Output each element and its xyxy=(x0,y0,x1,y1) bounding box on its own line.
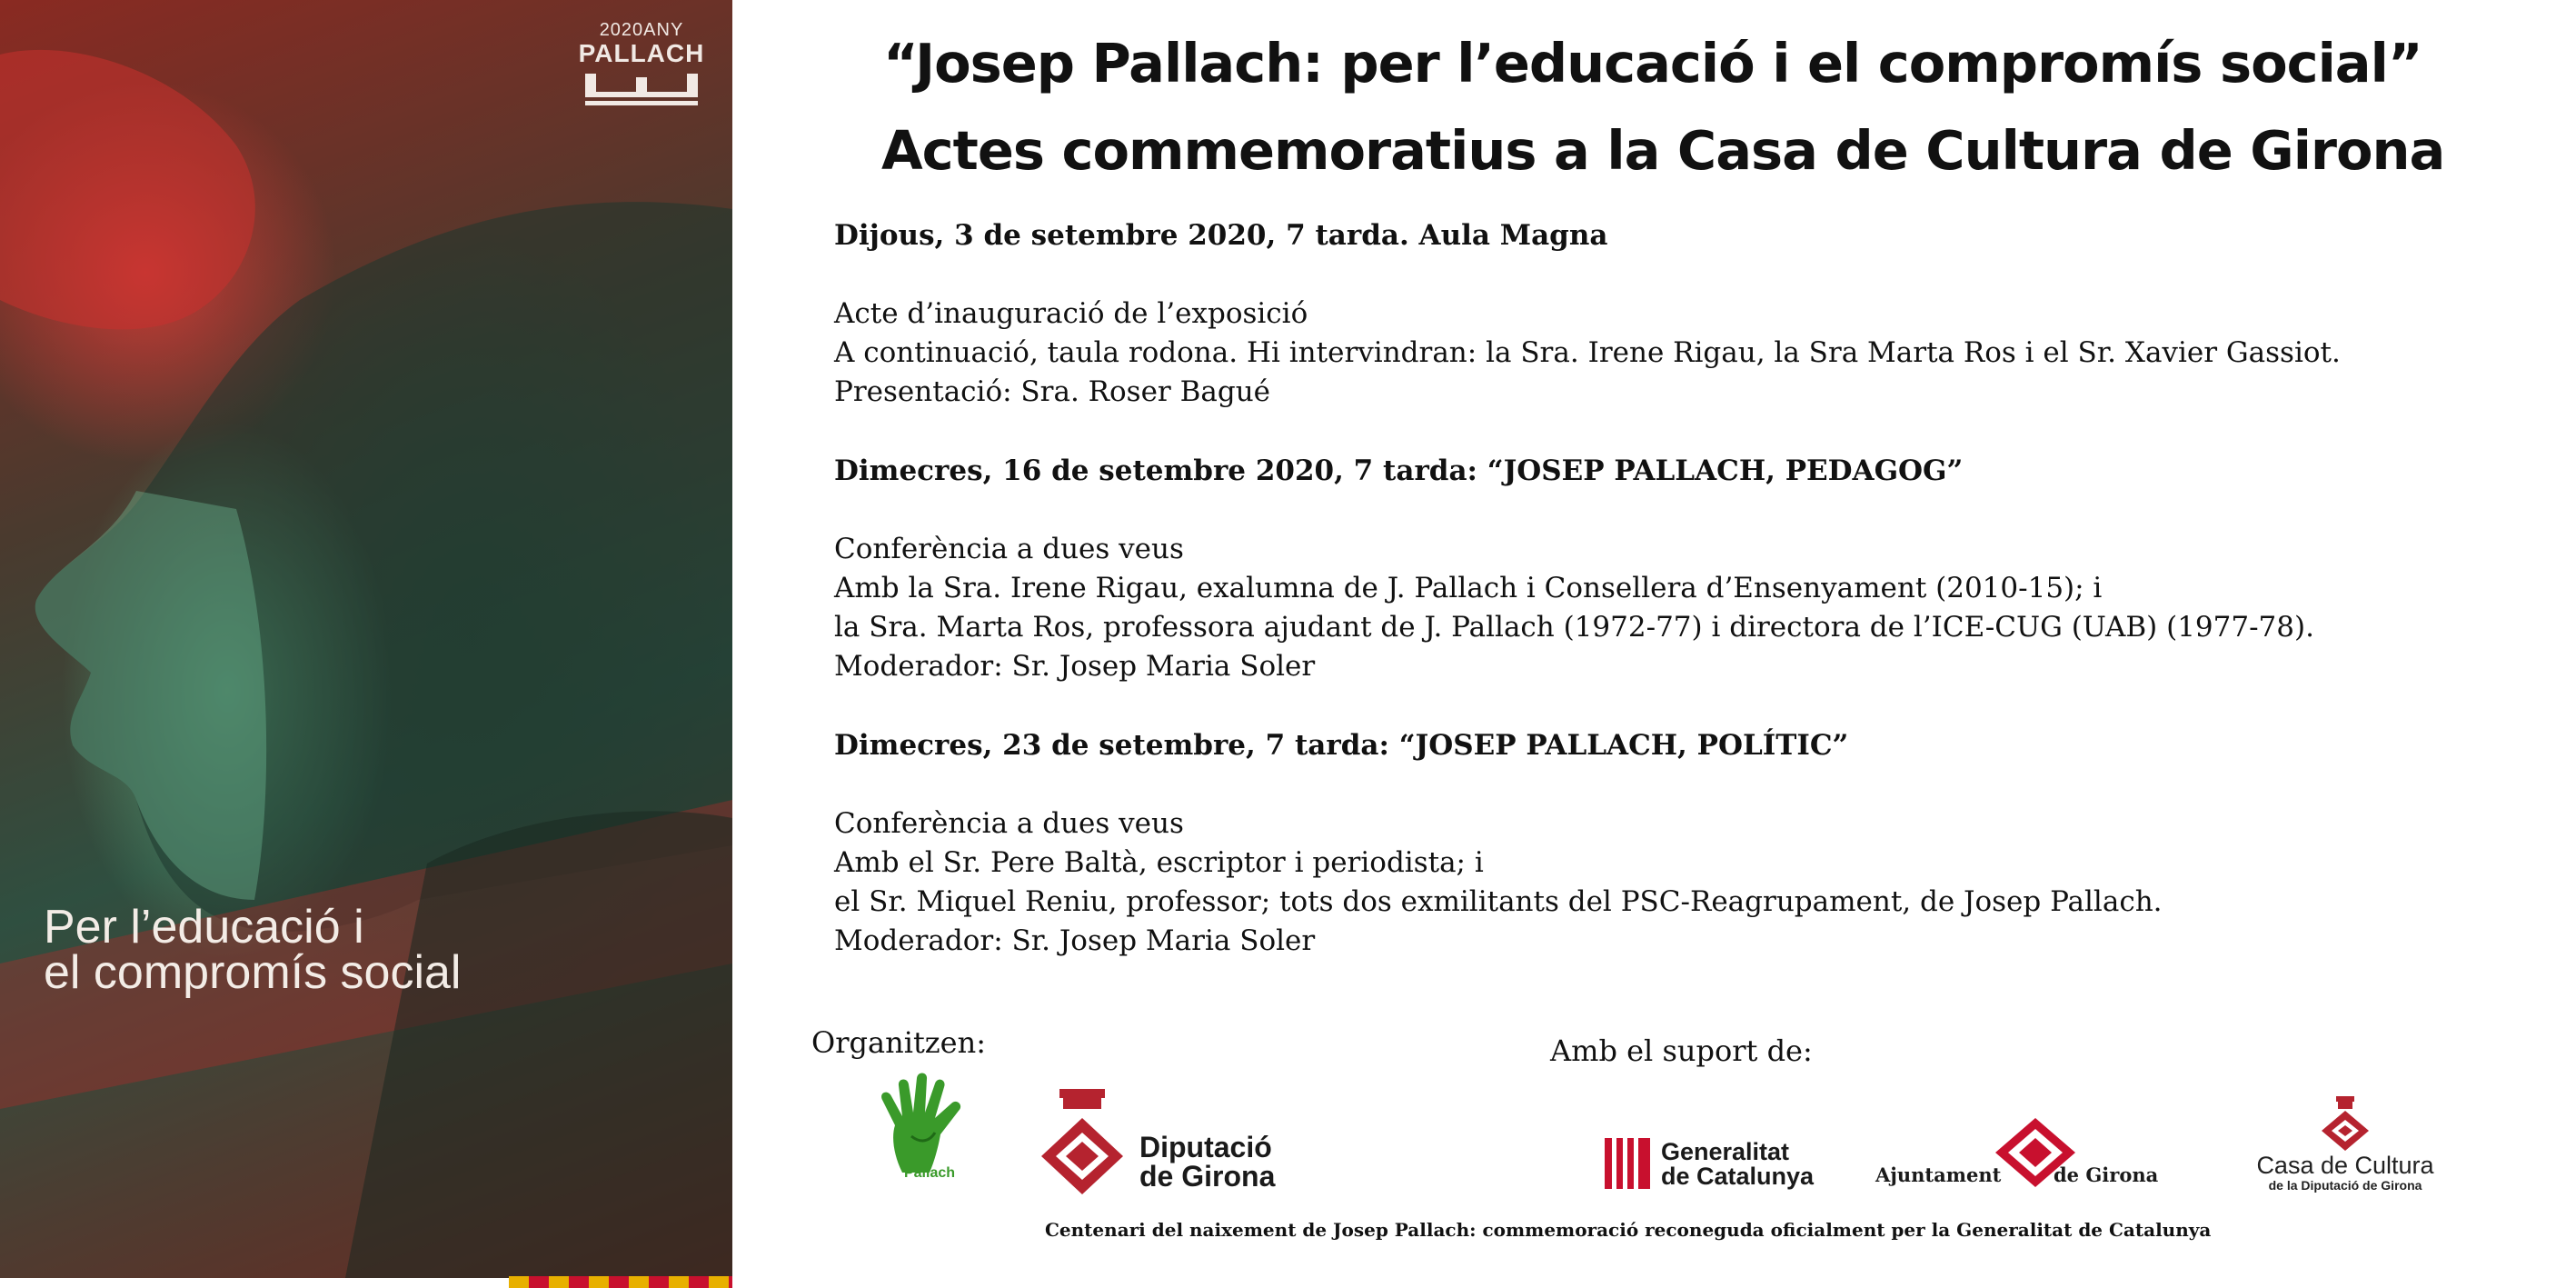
generalitat-stripes-icon xyxy=(1605,1138,1650,1189)
casa-cultura-crest-icon xyxy=(2318,1096,2372,1153)
caption-line: el compromís social xyxy=(44,946,462,999)
pallach-logo-text: Pallach xyxy=(903,1165,956,1181)
support-label: Amb el suport de: xyxy=(1550,1033,1813,1068)
event-line: Conferència a dues veus xyxy=(834,533,1184,565)
fundacio-pallach-logo xyxy=(870,1073,989,1182)
event-line: Acte d’inauguració de l’exposició xyxy=(834,297,1308,330)
organizers-label: Organitzen: xyxy=(811,1025,986,1060)
diputacio-line-2: de Girona xyxy=(1139,1160,1276,1193)
portrait-profile xyxy=(0,0,732,1278)
footer-note: Centenari del naixement de Josep Pallach: commemoració reconeguda oficialment per la Generalitat de Catalunya xyxy=(1045,1219,2212,1241)
event-line: Amb la Sra. Irene Rigau, exalumna de J. Pallach i Consellera d’Ensenyament (2010-15); i xyxy=(834,572,2103,604)
event-block xyxy=(834,726,2524,961)
event-line: Moderador: Sr. Josep Maria Soler xyxy=(834,924,1316,957)
title-line-2: Actes commemoratius a la Casa de Cultura de Girona xyxy=(881,119,2445,182)
event-block xyxy=(834,452,2524,686)
diputacio-crest-icon xyxy=(1032,1087,1132,1196)
poster-caption xyxy=(44,901,462,999)
event-line: Conferència a dues veus xyxy=(834,807,1184,840)
ajuntament-girona-logo xyxy=(1875,1116,2166,1189)
caption-line: Per l’educació i xyxy=(44,901,364,954)
event-line: A continuació, taula rodona. Hi intervindran: la Sra. Irene Rigau, la Sra Marta Ros i el Sr. Xavier Gassiot. xyxy=(834,336,2341,369)
event-line: el Sr. Miquel Reniu, professor; tots dos exmilitants del PSC-Reagrupament, de Josep Pallach. xyxy=(834,885,2163,918)
event-heading: Dimecres, 16 de setembre 2020, 7 tarda: “JOSEP PALLACH, PEDAGOG” xyxy=(834,454,1964,487)
generalitat-line-2: de Catalunya xyxy=(1661,1163,1815,1190)
casa-cultura-line-1: Casa de Cultura xyxy=(2256,1152,2434,1179)
event-line: Moderador: Sr. Josep Maria Soler xyxy=(834,650,1316,683)
event-line: Amb el Sr. Pere Baltà, escriptor i periodista; i xyxy=(834,846,1484,879)
ajuntament-label: Ajuntament xyxy=(1875,1163,2002,1186)
event-line: la Sra. Marta Ros, professora ajudant de J. Pallach (1972-77) i directora de l’ICE-CUG (UAB) (1977-78). xyxy=(834,611,2314,644)
title-line-1: “Josep Pallach: per l’educació i el compromís social” xyxy=(883,32,2422,95)
event-heading: Dijous, 3 de setembre 2020, 7 tarda. Aula Magna xyxy=(834,219,1608,252)
senyera-stripe xyxy=(509,1276,732,1288)
logo-year: 2020ANY xyxy=(599,20,684,40)
logo-name: PALLACH xyxy=(578,39,705,67)
diputacio-girona-logo xyxy=(1032,1087,1323,1196)
diputacio-line-1: Diputació xyxy=(1139,1131,1272,1163)
generalitat-logo xyxy=(1605,1138,1841,1193)
event-block xyxy=(834,216,2524,412)
poster-image xyxy=(0,0,732,1278)
de-girona-label: de Girona xyxy=(2054,1163,2159,1186)
page-title xyxy=(881,20,2562,195)
event-schedule xyxy=(834,216,2524,1001)
green-hand-icon xyxy=(875,1073,984,1177)
casa-cultura-logo xyxy=(2241,1096,2450,1196)
event-line: Presentació: Sra. Roser Bagué xyxy=(834,375,1271,408)
book-icon xyxy=(582,72,701,108)
generalitat-line-1: Generalitat xyxy=(1661,1138,1790,1165)
any-pallach-logo xyxy=(578,20,705,108)
event-heading: Dimecres, 23 de setembre, 7 tarda: “JOSEP PALLACH, POLÍTIC” xyxy=(834,729,1849,762)
casa-cultura-line-2: de la Diputació de Girona xyxy=(2268,1178,2422,1193)
